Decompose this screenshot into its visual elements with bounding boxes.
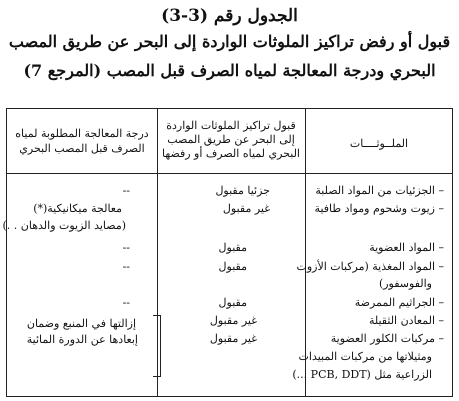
pollutant-cell: – الجزئيات من المواد الصلبة (315, 184, 444, 197)
pollutant-cell: – المواد العضوية (369, 241, 444, 254)
treatment-cell: -- (122, 184, 130, 197)
pollutants-table (2, 108, 453, 397)
bracket-note: إبعادها عن الدورة المائية (26, 333, 138, 346)
pollutant-cell: – المعادن الثقيلة (368, 314, 444, 327)
pollutant-cell: – مركبات الكلور العضوية (330, 332, 444, 345)
table-caption-line-1: قبول أو رفض تراكيز الملوثات الواردة إلى البحر عن طريق المصب (8, 32, 451, 51)
pollutant-cell: والفوسفور) (378, 277, 432, 290)
acceptance-cell: جزئيا مقبول (215, 184, 270, 197)
treatment-cell: -- (122, 260, 130, 273)
header-divider (7, 173, 452, 174)
pollutant-cell: – المواد المغذية (مركبات الأزوت (296, 260, 444, 273)
grouping-bracket (153, 315, 161, 377)
acceptance-cell: غير مقبول (222, 202, 270, 215)
acceptance-cell: مقبول (218, 296, 247, 309)
acceptance-cell: مقبول (218, 241, 247, 254)
header-acceptance-3: البحري لمياه الصرف أو رفضها (162, 147, 300, 160)
header-treatment-1: درجة المعالجة المطلوبة لمياه (15, 127, 149, 140)
acceptance-cell: غير مقبول (209, 314, 257, 327)
treatment-cell: -- (122, 241, 130, 254)
pollutant-cell: الزراعية مثل (PCB, DDT ...) (292, 368, 432, 381)
header-acceptance-1: قبول تراكيز الملوثات الواردة (166, 119, 296, 132)
pollutant-cell: ومثيلاتها من مركبات المبيدات (298, 350, 432, 363)
treatment-cell: (مصايد الزيوت والدهان . .) (2, 219, 126, 232)
pollutant-cell: – الجراثيم الممرضة (354, 296, 444, 309)
acceptance-cell: غير مقبول (209, 332, 257, 345)
header-treatment-2: الصرف قبل المصب البحري (19, 142, 145, 155)
acceptance-cell: مقبول (218, 260, 247, 273)
bracket-note: إزالتها في المنبع وضمان (26, 317, 136, 330)
treatment-cell: -- (122, 296, 130, 309)
pollutant-cell: – زيوت وشحوم ومواد طافية (314, 202, 444, 215)
header-pollutants: الملــوثــــات (349, 137, 409, 150)
table-caption-number: الجدول رقم (3-3) (161, 6, 298, 26)
table-caption-line-2: البحري ودرجة المعالجة لمياه الصرف قبل المصب (المرجع 7) (23, 61, 436, 80)
header-acceptance-2: إلى البحر عن طريق المصب (167, 133, 295, 146)
treatment-cell: معالجة ميكانيكية(*) (33, 202, 122, 215)
